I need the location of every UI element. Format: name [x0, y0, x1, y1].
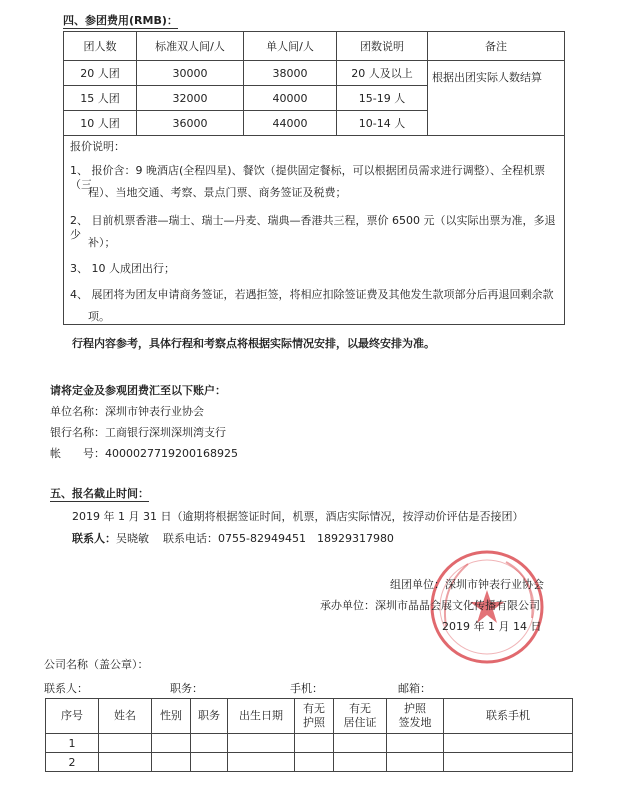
organizer-row — [390, 576, 544, 592]
table-cell: 20 人及以上 — [337, 61, 428, 86]
registration-table-header — [46, 699, 573, 734]
passport-cell[interactable] — [295, 753, 334, 772]
passport-issue-cell[interactable] — [387, 753, 444, 772]
reg-header-cell: 性别 — [152, 699, 191, 734]
table-row — [64, 61, 565, 86]
issue-date: 2019 年 1 月 14 日 — [442, 620, 542, 633]
table-cell: 38000 — [244, 61, 337, 86]
table-row — [46, 753, 573, 772]
table-cell: 10-14 人 — [337, 111, 428, 136]
notes-title: 报价说明： — [70, 140, 125, 153]
host-row — [320, 597, 540, 613]
account-bank-value: 工商银行深圳深圳湾支行 — [105, 426, 226, 439]
form-position-label: 职务： — [170, 682, 203, 695]
account-bank-row — [50, 424, 226, 440]
table-row — [46, 734, 573, 753]
company-label: 公司名称（盖公章）： — [44, 658, 149, 671]
phone-value: 0755-82949451 18929317980 — [218, 532, 394, 545]
fee-note: 根据出团实际人数结算 — [428, 61, 565, 136]
note-item-3: 3、 10 人成团出行； — [70, 262, 175, 275]
table-cell: 40000 — [244, 86, 337, 111]
host-value: 深圳市晶晶会展文化传播有限公司 — [375, 599, 540, 612]
section4-title: 四、参团费用(RMB)： — [63, 14, 178, 27]
mobile-cell[interactable] — [444, 734, 573, 753]
note-item-4-line-2: 项。 — [88, 310, 110, 323]
account-number-row — [50, 445, 238, 461]
host-label: 承办单位： — [320, 599, 375, 612]
table-cell: 36000 — [137, 111, 244, 136]
reg-header-cell: 出生日期 — [228, 699, 295, 734]
form-mobile-label: 手机： — [290, 682, 323, 695]
section5-title: 五、报名截止时间： — [50, 487, 149, 500]
organizer-value: 深圳市钟表行业协会 — [445, 578, 544, 591]
name-cell[interactable] — [99, 734, 152, 753]
reg-header-cell: 护照 签发地 — [387, 699, 444, 734]
residence-permit-cell[interactable] — [334, 753, 387, 772]
row-number: 1 — [46, 734, 99, 753]
registration-table — [45, 698, 573, 772]
row-number: 2 — [46, 753, 99, 772]
table-cell: 10 人团 — [64, 111, 137, 136]
itinerary-note: 行程内容参考，具体行程和考察点将根据实际情况安排，以最终安排为准。 — [72, 337, 435, 350]
table-cell: 15-19 人 — [337, 86, 428, 111]
fee-header-cell: 团数说明 — [337, 32, 428, 61]
table-cell: 30000 — [137, 61, 244, 86]
form-contact-label: 联系人： — [44, 682, 88, 695]
phone-label: 联系电话： — [163, 532, 218, 545]
account-number-value: 4000027719200168925 — [105, 447, 238, 460]
table-cell: 20 人团 — [64, 61, 137, 86]
passport-issue-cell[interactable] — [387, 734, 444, 753]
fee-header-cell: 标准双人间/人 — [137, 32, 244, 61]
notes-box — [63, 134, 565, 325]
contact-label: 联系人： — [72, 532, 116, 545]
organizer-label: 组团单位： — [390, 578, 445, 591]
account-name-row — [50, 403, 204, 419]
reg-header-cell: 序号 — [46, 699, 99, 734]
birthdate-cell[interactable] — [228, 753, 295, 772]
note-item-2-line-2: 补）； — [88, 236, 116, 249]
birthdate-cell[interactable] — [228, 734, 295, 753]
contact-name: 吴晓敏 — [116, 532, 149, 545]
fee-header-cell: 备注 — [428, 32, 565, 61]
gender-cell[interactable] — [152, 753, 191, 772]
note-item-1-line-1: 1、 报价含：9 晚酒店(全程四星)、餐饮（提供固定餐标，可以根据团员需求进行调整）、全程机票（三 — [70, 164, 546, 191]
fee-table — [63, 31, 565, 136]
account-name-value: 深圳市钟表行业协会 — [105, 405, 204, 418]
position-cell[interactable] — [191, 753, 228, 772]
account-bank-label: 银行名称： — [50, 426, 105, 439]
note-item-1-line-2: 程）、当地交通、考察、景点门票、商务签证及税费； — [88, 186, 347, 199]
form-email-label: 邮箱： — [398, 682, 431, 695]
reg-header-cell: 联系手机 — [444, 699, 573, 734]
reg-header-cell: 有无 护照 — [295, 699, 334, 734]
passport-cell[interactable] — [295, 734, 334, 753]
note-item-4-line-1: 4、 展团将为团友申请商务签证，若遇拒签，将相应扣除签证费及其他发生款项部分后再退回剩余款 — [70, 288, 554, 301]
position-cell[interactable] — [191, 734, 228, 753]
account-name-label: 单位名称： — [50, 405, 105, 418]
reg-header-cell: 姓名 — [99, 699, 152, 734]
deadline-text: 2019 年 1 月 31 日（逾期将根据签证时间，机票，酒店实际情况，按浮动价评估是否接团） — [72, 510, 524, 523]
fee-header-cell: 单人间/人 — [244, 32, 337, 61]
table-cell: 15 人团 — [64, 86, 137, 111]
fee-table-header — [64, 32, 565, 61]
account-number-label: 帐 号： — [50, 447, 105, 460]
reg-header-cell: 职务 — [191, 699, 228, 734]
account-title: 请将定金及参观团费汇至以下账户： — [50, 384, 226, 397]
note-item-2-line-1: 2、 目前机票香港—瑞士、瑞士—丹麦、瑞典—香港共三程，票价 6500 元（以实际出票为准，多退少 — [70, 214, 556, 241]
fee-header-cell: 团人数 — [64, 32, 137, 61]
table-cell: 32000 — [137, 86, 244, 111]
residence-permit-cell[interactable] — [334, 734, 387, 753]
reg-header-cell: 有无 居住证 — [334, 699, 387, 734]
mobile-cell[interactable] — [444, 753, 573, 772]
gender-cell[interactable] — [152, 734, 191, 753]
name-cell[interactable] — [99, 753, 152, 772]
table-cell: 44000 — [244, 111, 337, 136]
contact-row — [72, 530, 394, 546]
